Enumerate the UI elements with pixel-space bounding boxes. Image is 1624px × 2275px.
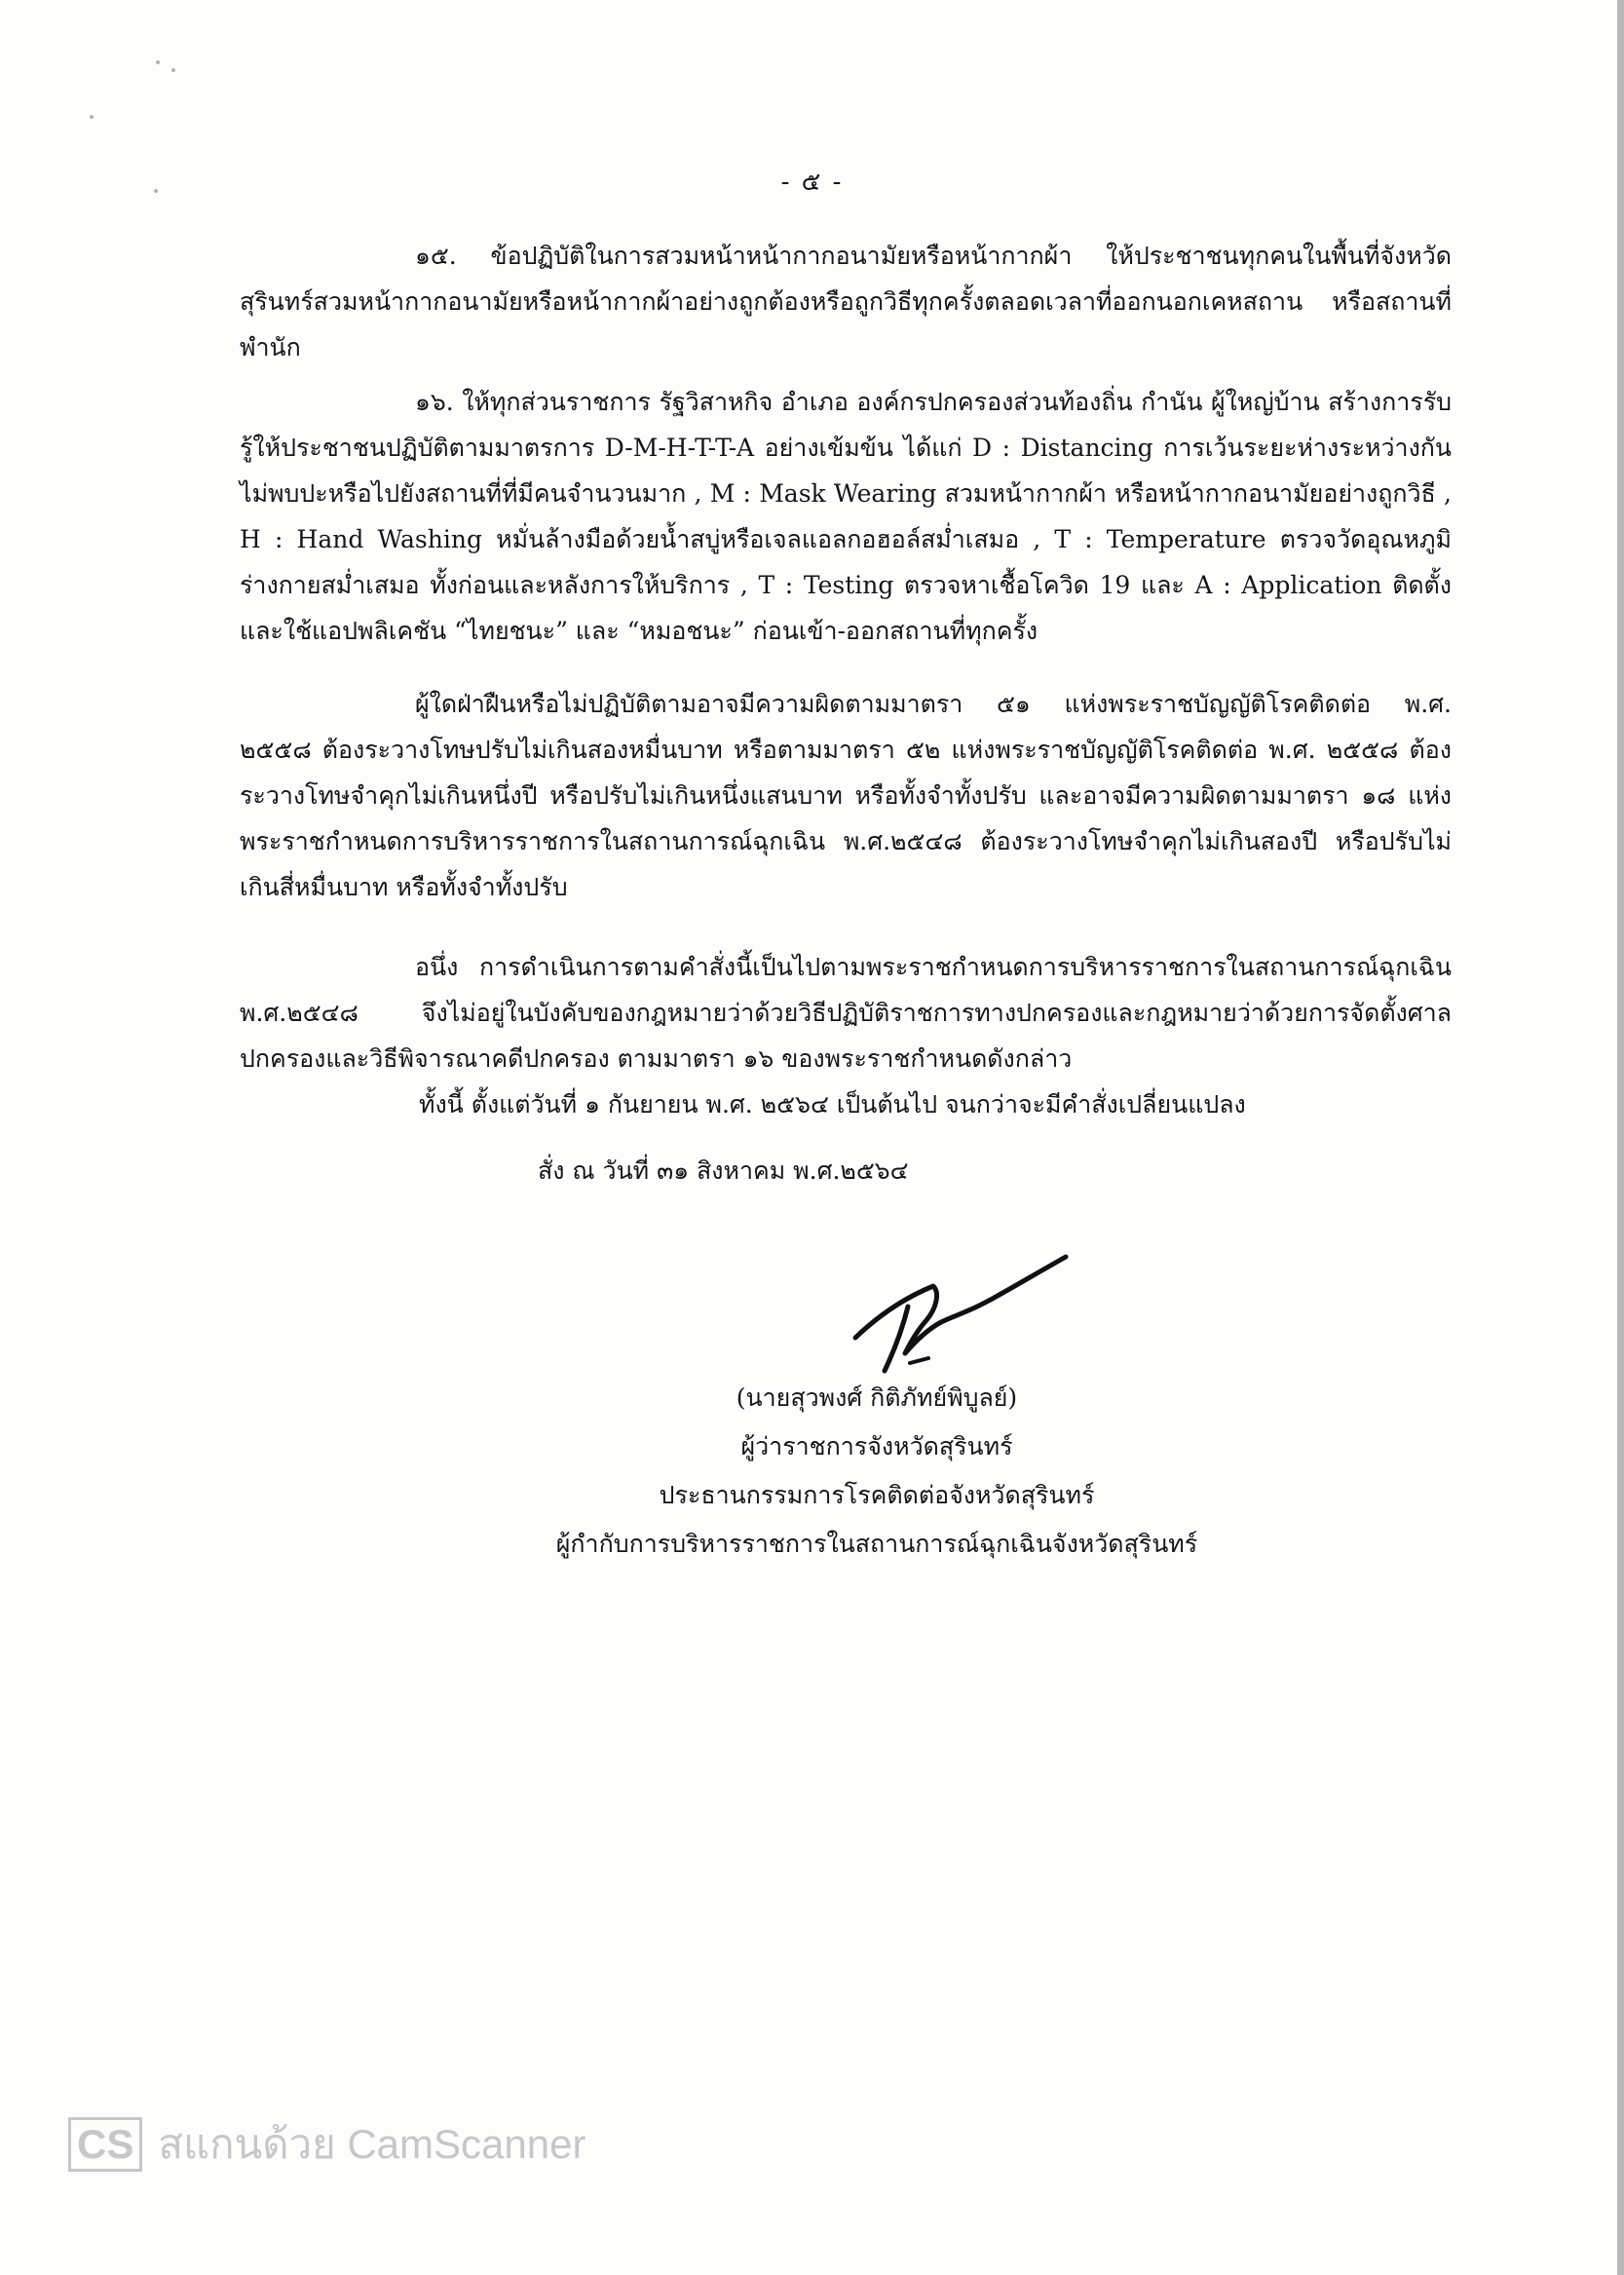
scan-speck [156, 60, 160, 64]
penalty-paragraph: ผู้ใดฝ่าฝืนหรือไม่ปฏิบัติตามอาจมีความผิดตามมาตรา ๕๑ แห่งพระราชบัญญัติโรคติดต่อ พ.ศ. ๒๕๕๘ ต้องระวางโทษปรับไม่เกินสองหมื่นบาท หรือตามมาตรา ๕๒ แห่งพระราชบัญญัติโรคติดต่อ พ.ศ. ๒๕๕๘ ต้องระวางโทษจำคุกไม่เกินหนึ่งปี หรือปรับไม่เกินหนึ่งแสนบาท หรือทั้งจำทั้งปรับ และอาจมีความผิดตามมาตรา ๑๘ แห่งพระราชกำหนดการบริหารราชการในสถานการณ์ฉุกเฉิน พ.ศ.๒๕๔๘ ต้องระวางโทษจำคุกไม่เกินสองปี หรือปรับไม่เกินสี่หมื่นบาท หรือทั้งจำทั้งปรับ [240, 690, 1452, 901]
effective-date-line: ทั้งนี้ ตั้งแต่วันที่ ๑ กันยายน พ.ศ. ๒๕๖๔ เป็นต้นไป จนกว่าจะมีคำสั่งเปลี่ยนแปลง [419, 1090, 1246, 1119]
signer-title-governor: ผู้ว่าราชการจังหวัดสุรินทร์ [740, 1432, 1013, 1460]
camscanner-logo: CS [68, 2117, 142, 2172]
signer-title-emergency: ผู้กำกับการบริหารราชการในสถานการณ์ฉุกเฉินจังหวัดสุรินทร์ [555, 1530, 1198, 1558]
scan-speck [154, 189, 158, 193]
camscanner-text: สแกนด้วย CamScanner [158, 2121, 586, 2167]
scan-speck [171, 68, 175, 72]
scanned-page-edge [1617, 0, 1624, 2275]
camscanner-watermark [68, 2112, 585, 2177]
scan-speck [90, 115, 94, 119]
handwritten-signature [838, 1232, 1081, 1379]
signer-name: (นายสุวพงศ์ กิติภัทย์พิบูลย์) [736, 1384, 1018, 1412]
signer-block [546, 1374, 1208, 1569]
order-date-line: สั่ง ณ วันที่ ๓๑ สิงหาคม พ.ศ.๒๕๖๔ [538, 1156, 909, 1185]
paragraph-16: ๑๖. ให้ทุกส่วนราชการ รัฐวิสาหกิจ อำเภอ องค์กรปกครองส่วนท้องถิ่น กำนัน ผู้ใหญ่บ้าน สร้างการรับรู้ให้ประชาชนปฏิบัติตามมาตรการ D-M-H-T-T-A อย่างเข้มข้น ได้แก่ D : Distancing การเว้นระยะห่างระหว่างกัน ไม่พบปะหรือไปยังสถานที่ที่มีคนจำนวนมาก , M : Mask Wearing สวมหน้ากากผ้า หรือหน้ากากอนามัยอย่างถูกวิธี , H : Hand Washing หมั่นล้างมือด้วยน้ำสบู่หรือเจลแอลกอฮอล์สม่ำเสมอ , T : Temperature ตรวจวัดอุณหภูมิร่างกายสม่ำเสมอ ทั้งก่อนและหลังการให้บริการ , T : Testing ตรวจหาเชื้อโควิด 19 และ A : Application ติดตั้งและใช้แอปพลิเคชัน “ไทยชนะ” และ “หมอชนะ” ก่อนเข้า-ออกสถานที่ทุกครั้ง [240, 388, 1452, 645]
signer-title-committee: ประธานกรรมการโรคติดต่อจังหวัดสุรินทร์ [659, 1481, 1095, 1509]
paragraph-15: ๑๕. ข้อปฏิบัติในการสวมหน้าหน้ากากอนามัยหรือหน้ากากผ้า ให้ประชาชนทุกคนในพื้นที่จังหวัดสุรินทร์สวมหน้ากากอนามัยหรือหน้ากากผ้าอย่างถูกต้องหรือถูกวิธีทุกครั้งตลอดเวลาที่ออกนอกเคหสถาน หรือสถานที่พำนัก [240, 242, 1452, 361]
page-number: - ๕ - [780, 168, 844, 197]
legal-note-paragraph: อนึ่ง การดำเนินการตามคำสั่งนี้เป็นไปตามพระราชกำหนดการบริหารราชการในสถานการณ์ฉุกเฉิน พ.ศ.๒๕๔๘ จึงไม่อยู่ในบังคับของกฎหมายว่าด้วยวิธีปฏิบัติราชการทางปกครองและกฎหมายว่าด้วยการจัดตั้งศาลปกครองและวิธีพิจารณาคดีปกครอง ตามมาตรา ๑๖ ของพระราชกำหนดดังกล่าว [240, 953, 1452, 1073]
